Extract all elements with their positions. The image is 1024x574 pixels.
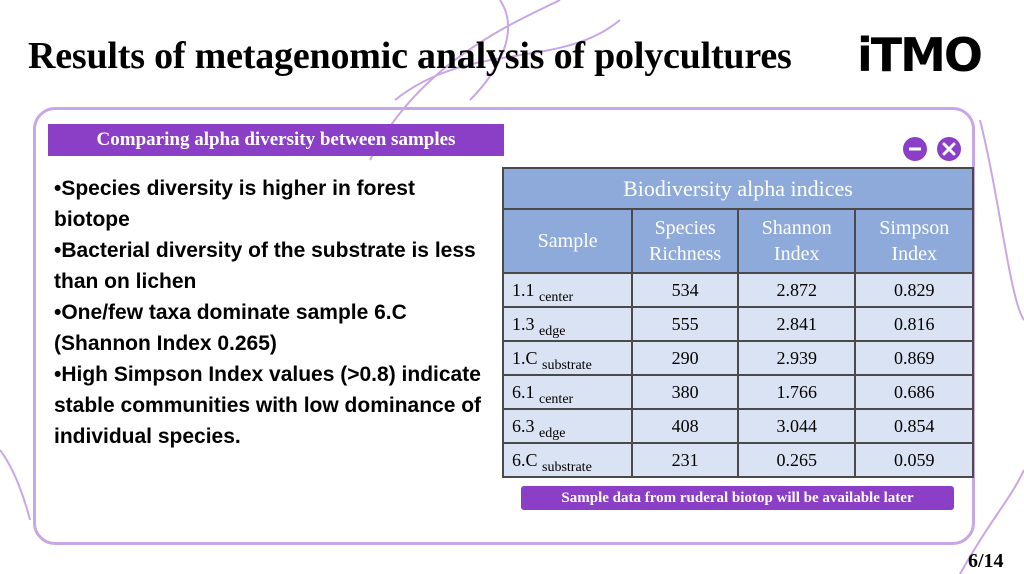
sample-location: edge bbox=[539, 425, 566, 441]
bullet-list bbox=[54, 173, 484, 452]
column-header-shannon: Shannon Index bbox=[738, 209, 856, 273]
sample-id: 6.3 bbox=[512, 415, 535, 436]
sample-location: center bbox=[539, 289, 574, 305]
close-button[interactable] bbox=[937, 137, 961, 161]
simpson-cell: 0.686 bbox=[855, 375, 973, 409]
richness-cell: 231 bbox=[632, 443, 738, 477]
table-row bbox=[503, 307, 973, 341]
bullet-item: •Species diversity is higher in forest biotope bbox=[54, 177, 415, 231]
richness-cell: 534 bbox=[632, 273, 738, 307]
sample-id: 6.C bbox=[512, 449, 538, 470]
table-row bbox=[503, 375, 973, 409]
shannon-cell: 3.044 bbox=[738, 409, 856, 443]
sample-id: 1.1 bbox=[512, 279, 535, 300]
bullet-item: •One/few taxa dominate sample 6.C (Shannon Index 0.265) bbox=[54, 301, 407, 355]
minimize-button[interactable] bbox=[903, 137, 927, 161]
sample-id: 6.1 bbox=[512, 381, 535, 402]
bullet-item: •Bacterial diversity of the substrate is less than on lichen bbox=[54, 239, 476, 293]
availability-note: Sample data from ruderal biotop will be available later bbox=[521, 486, 954, 510]
column-header-simpson: Simpson Index bbox=[855, 209, 973, 273]
page-number: 6/14 bbox=[968, 550, 1004, 572]
sample-cell bbox=[503, 375, 632, 409]
column-header-sample: Sample bbox=[503, 209, 632, 273]
richness-cell: 380 bbox=[632, 375, 738, 409]
table-caption: Biodiversity alpha indices bbox=[503, 168, 973, 209]
richness-cell: 408 bbox=[632, 409, 738, 443]
sample-location: substrate bbox=[542, 357, 592, 373]
sample-location: center bbox=[539, 391, 574, 407]
simpson-cell: 0.829 bbox=[855, 273, 973, 307]
richness-cell: 290 bbox=[632, 341, 738, 375]
shannon-cell: 2.939 bbox=[738, 341, 856, 375]
slide-title: Results of metagenomic analysis of polycultures bbox=[28, 35, 792, 77]
sample-cell bbox=[503, 443, 632, 477]
alpha-indices-table bbox=[502, 167, 974, 478]
shannon-cell: 1.766 bbox=[738, 375, 856, 409]
shannon-cell: 0.265 bbox=[738, 443, 856, 477]
bullet-item: •High Simpson Index values (>0.8) indicate stable communities with low dominance of individual species. bbox=[54, 363, 482, 448]
sample-cell bbox=[503, 307, 632, 341]
minus-icon bbox=[903, 137, 927, 161]
sample-cell bbox=[503, 409, 632, 443]
sample-cell bbox=[503, 273, 632, 307]
simpson-cell: 0.854 bbox=[855, 409, 973, 443]
simpson-cell: 0.869 bbox=[855, 341, 973, 375]
richness-cell: 555 bbox=[632, 307, 738, 341]
sample-cell bbox=[503, 341, 632, 375]
table-row bbox=[503, 341, 973, 375]
simpson-cell: 0.816 bbox=[855, 307, 973, 341]
itmo-logo: iTMO bbox=[857, 28, 982, 82]
table-row bbox=[503, 409, 973, 443]
column-header-richness: Species Richness bbox=[632, 209, 738, 273]
simpson-cell: 0.059 bbox=[855, 443, 973, 477]
sample-id: 1.C bbox=[512, 347, 538, 368]
panel-header: Comparing alpha diversity between samples bbox=[48, 124, 504, 156]
shannon-cell: 2.872 bbox=[738, 273, 856, 307]
sample-location: substrate bbox=[542, 459, 592, 475]
table-row bbox=[503, 443, 973, 477]
sample-location: edge bbox=[539, 323, 566, 339]
sample-id: 1.3 bbox=[512, 313, 535, 334]
shannon-cell: 2.841 bbox=[738, 307, 856, 341]
close-icon bbox=[937, 137, 961, 161]
table-row bbox=[503, 273, 973, 307]
